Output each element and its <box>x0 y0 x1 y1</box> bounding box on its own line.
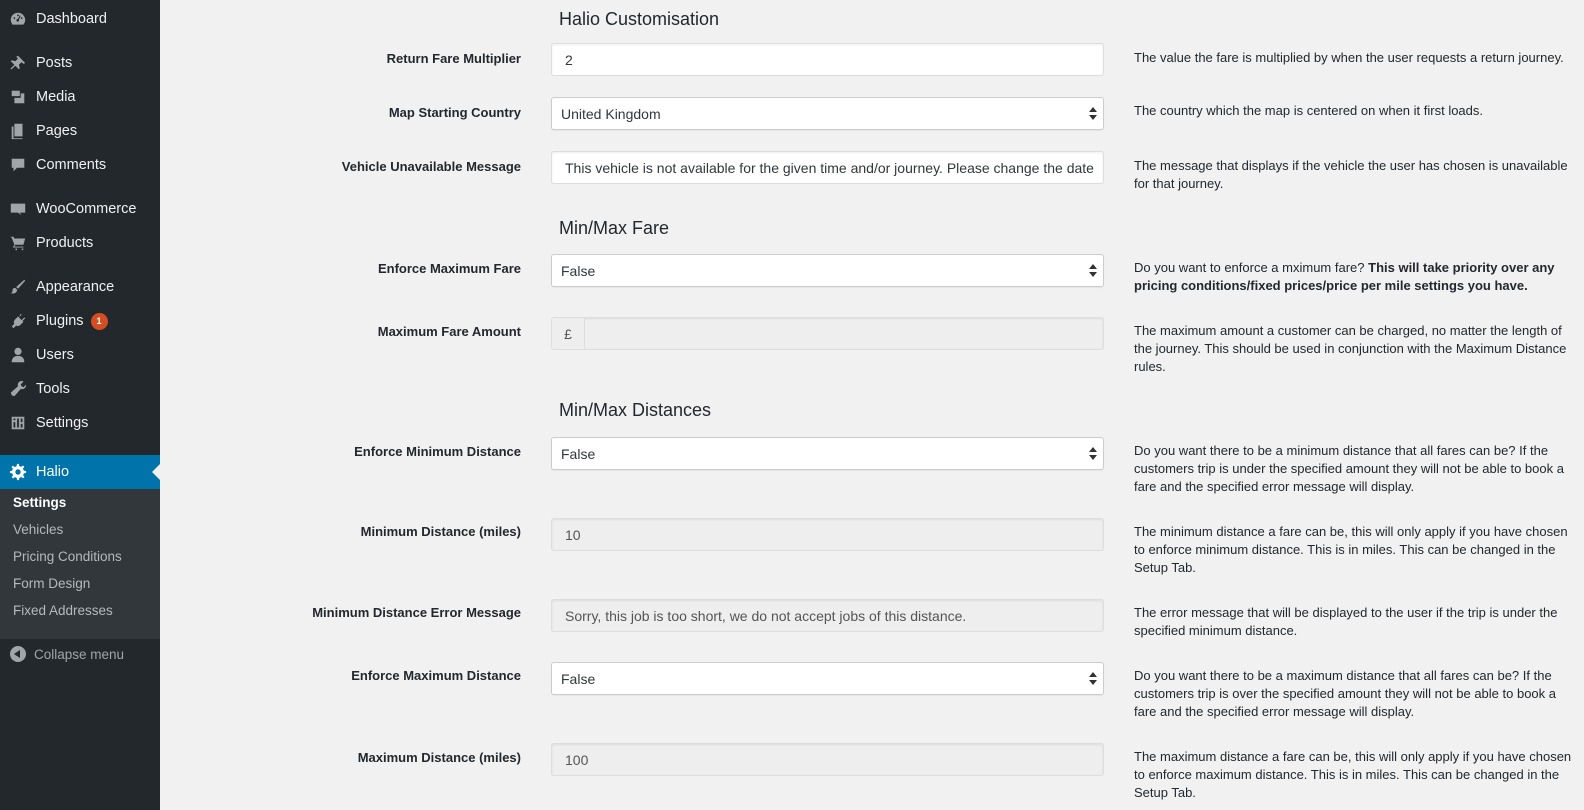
minimum-distance-input[interactable] <box>551 518 1104 551</box>
minimum-distance-desc: The minimum distance a fare can be, this will only apply if you have chosen to enforce minimum distance. This is in miles. This can be changed in the Setup Tab. <box>1134 524 1568 575</box>
minimum-distance-error-label: Minimum Distance Error Message <box>312 605 521 620</box>
submenu-pricing-conditions[interactable]: Pricing Conditions <box>13 549 122 564</box>
return-fare-multiplier-label: Return Fare Multiplier <box>386 51 521 66</box>
enforce-maximum-fare-desc <box>1134 259 1574 295</box>
admin-sidebar <box>0 0 160 810</box>
enforce-minimum-distance-value: False <box>561 445 596 462</box>
enforce-maximum-fare-value: False <box>561 262 596 279</box>
enforce-maximum-fare-label: Enforce Maximum Fare <box>377 261 521 276</box>
menu-comments-label: Comments <box>36 157 107 173</box>
menu-products[interactable] <box>0 226 160 260</box>
return-fare-multiplier-input[interactable] <box>551 43 1104 76</box>
submenu-settings[interactable]: Settings <box>13 495 67 510</box>
menu-woocommerce-label: WooCommerce <box>36 201 137 217</box>
map-starting-country-select[interactable] <box>551 97 1104 130</box>
wrench-icon <box>0 380 36 398</box>
menu-posts[interactable] <box>0 46 160 80</box>
enforce-maximum-distance-desc: Do you want there to be a maximum distance that all fares can be? If the customers trip is over the specified amount they will not be able to book a fare and the specified error message will display. <box>1134 668 1556 719</box>
enforce-maximum-fare-desc-bold: This will take priority over any pricing conditions/fixed prices/price per mile settings you have. <box>1134 260 1555 293</box>
menu-appearance-label: Appearance <box>36 279 115 295</box>
vehicle-unavailable-message-desc: The message that displays if the vehicle the user has chosen is unavailable for that journey. <box>1134 158 1568 191</box>
enforce-minimum-distance-select[interactable] <box>551 437 1104 470</box>
enforce-maximum-distance-value: False <box>561 670 596 687</box>
menu-halio[interactable] <box>0 455 160 489</box>
map-starting-country-desc: The country which the map is centered on when it first loads. <box>1134 103 1484 118</box>
menu-posts-label: Posts <box>36 55 73 71</box>
menu-comments[interactable] <box>0 148 160 182</box>
pin-icon <box>0 54 36 72</box>
pages-icon <box>0 122 36 140</box>
return-fare-multiplier-value: 2 <box>565 51 573 68</box>
settings-icon <box>0 414 36 432</box>
menu-appearance[interactable] <box>0 270 160 304</box>
enforce-minimum-distance-desc: Do you want there to be a minimum distance that all fares can be? If the customers trip is under the specified amount they will not be able to book a fare and the specified error message will display. <box>1134 443 1564 494</box>
media-icon <box>0 88 36 106</box>
vehicle-unavailable-message-input[interactable] <box>551 151 1104 184</box>
cart-icon <box>0 234 36 252</box>
maximum-distance-desc: The maximum distance a fare can be, this will only apply if you have chosen to enforce maximum distance. This is in miles. This can be changed in the Setup Tab. <box>1134 749 1572 800</box>
enforce-minimum-distance-label: Enforce Minimum Distance <box>354 444 521 459</box>
user-icon <box>0 346 36 364</box>
vehicle-unavailable-message-label: Vehicle Unavailable Message <box>341 159 521 174</box>
maximum-fare-amount-input[interactable] <box>551 317 1104 350</box>
menu-plugins[interactable] <box>0 304 160 338</box>
select-arrows-icon <box>1089 447 1097 461</box>
menu-products-label: Products <box>36 235 94 251</box>
maximum-distance-label: Maximum Distance (miles) <box>357 750 521 765</box>
active-menu-arrow <box>152 464 160 480</box>
maximum-fare-amount-label: Maximum Fare Amount <box>377 324 521 339</box>
minimum-distance-error-input[interactable] <box>551 599 1104 632</box>
plugins-update-badge: 1 <box>91 313 108 330</box>
vehicle-unavailable-message-value: This vehicle is not available for the given time and/or journey. Please change the date <box>565 159 1094 176</box>
enforce-maximum-fare-select[interactable] <box>551 254 1104 287</box>
select-arrows-icon <box>1089 107 1097 121</box>
enforce-maximum-distance-label: Enforce Maximum Distance <box>351 668 521 683</box>
collapse-menu-button[interactable] <box>10 646 124 662</box>
menu-users-label: Users <box>36 347 74 363</box>
map-starting-country-value: United Kingdom <box>561 105 661 122</box>
section-title-fare: Min/Max Fare <box>559 218 670 238</box>
comment-icon <box>0 156 36 174</box>
enforce-maximum-distance-select[interactable] <box>551 662 1104 695</box>
brush-icon <box>0 278 36 296</box>
return-fare-multiplier-desc: The value the fare is multiplied by when the user requests a return journey. <box>1134 50 1564 65</box>
menu-pages-label: Pages <box>36 123 78 139</box>
submenu-vehicles[interactable]: Vehicles <box>13 522 64 537</box>
minimum-distance-error-value: Sorry, this job is too short, we do not accept jobs of this distance. <box>565 607 967 624</box>
map-starting-country-label: Map Starting Country <box>388 105 521 120</box>
minimum-distance-value: 10 <box>565 526 581 543</box>
menu-settings[interactable] <box>0 406 160 440</box>
gear-icon <box>0 463 36 481</box>
menu-dashboard[interactable] <box>0 2 160 36</box>
menu-pages[interactable] <box>0 114 160 148</box>
collapse-menu-label: Collapse menu <box>34 646 125 662</box>
menu-plugins-label: Plugins <box>36 313 84 329</box>
submenu-fixed-addresses[interactable]: Fixed Addresses <box>13 603 113 618</box>
menu-tools[interactable] <box>0 372 160 406</box>
menu-dashboard-label: Dashboard <box>36 11 107 27</box>
select-arrows-icon <box>1089 672 1097 686</box>
section-title-customisation: Halio Customisation <box>559 9 720 29</box>
menu-halio-label: Halio <box>36 464 70 480</box>
plug-icon <box>0 312 36 330</box>
menu-media[interactable] <box>0 80 160 114</box>
maximum-distance-value: 100 <box>565 751 589 768</box>
minimum-distance-error-desc: The error message that will be displayed to the user if the trip is under the specified minimum distance. <box>1134 605 1558 638</box>
dashboard-icon <box>0 10 36 28</box>
woocommerce-icon <box>0 200 36 218</box>
maximum-distance-input[interactable] <box>551 743 1104 776</box>
menu-woocommerce[interactable] <box>0 192 160 226</box>
select-arrows-icon <box>1089 264 1097 278</box>
menu-users[interactable] <box>0 338 160 372</box>
menu-tools-label: Tools <box>36 381 70 397</box>
maximum-fare-amount-desc: The maximum amount a customer can be charged, no matter the length of the journey. This should be used in conjunction with the Maximum Distance rules. <box>1134 323 1567 374</box>
collapse-icon <box>10 646 26 662</box>
menu-media-label: Media <box>36 89 76 105</box>
submenu-form-design[interactable]: Form Design <box>13 576 91 591</box>
currency-prefix: £ <box>552 318 585 349</box>
enforce-maximum-fare-desc-text: Do you want to enforce a mximum fare? <box>1134 260 1365 275</box>
section-title-distances: Min/Max Distances <box>559 400 712 420</box>
halio-submenu <box>0 489 160 639</box>
menu-settings-label: Settings <box>36 415 89 431</box>
minimum-distance-label: Minimum Distance (miles) <box>360 524 521 539</box>
